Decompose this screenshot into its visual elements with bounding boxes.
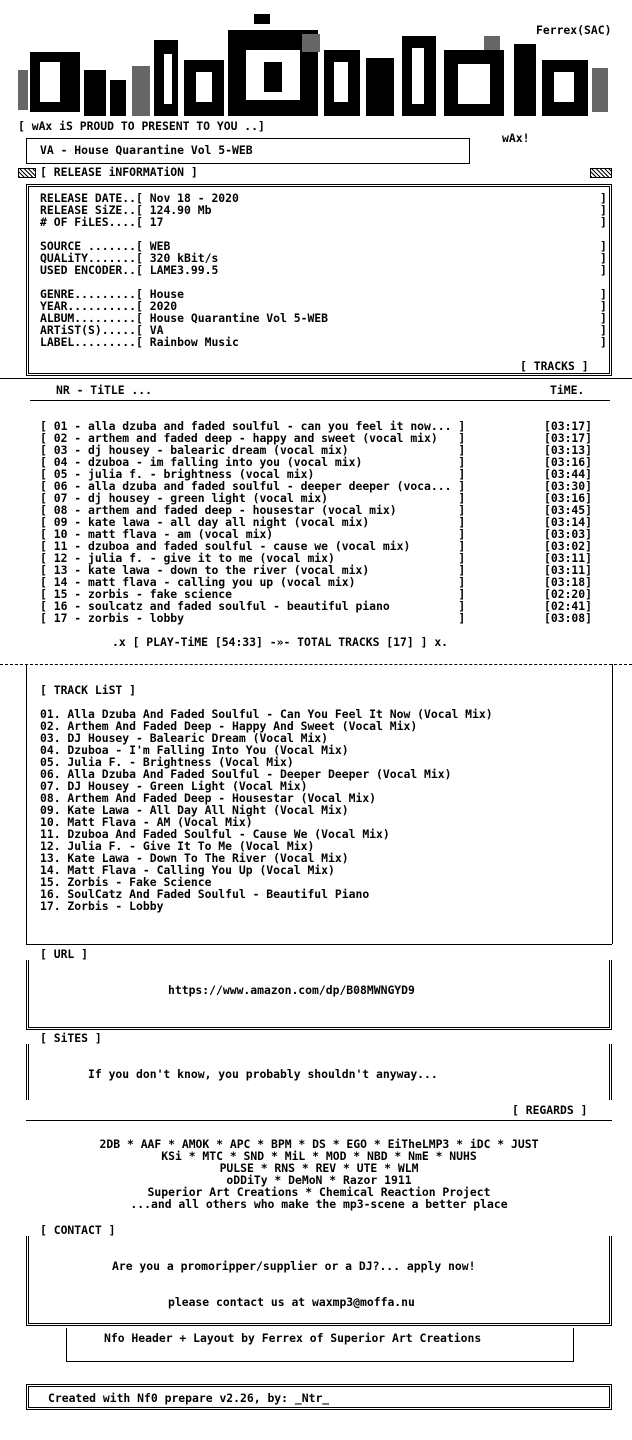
- track-time: [03:03]: [544, 527, 593, 541]
- track-text: [ 03 - dj housey - balearic dream (vocal mix) ]: [40, 443, 466, 457]
- tracks-head-left: NR - TiTLE ...: [56, 383, 153, 397]
- track-time: [03:45]: [544, 503, 593, 517]
- track-time: [03:14]: [544, 515, 593, 529]
- info-source: SOURCE .......[ WEB: [40, 239, 171, 253]
- track-time: [03:16]: [544, 491, 593, 505]
- contact-line-1: Are you a promoripper/supplier or a DJ?... apply now!: [112, 1259, 476, 1273]
- regards-line: ...and all others who make the mp3-scene a better place: [130, 1197, 508, 1211]
- artist-credit: Ferrex(SAC): [536, 23, 612, 37]
- tracklist-item: 05. Julia F. - Brightness (Vocal Mix): [40, 755, 294, 769]
- regards-line: 2DB * AAF * AMOK * APC * BPM * DS * EGO * EiTheLMP3 * iDC * JUST: [99, 1137, 539, 1151]
- tracklist-item: 03. DJ Housey - Balearic Dream (Vocal Mix): [40, 731, 329, 745]
- track-text: [ 12 - julia f. - give it to me (vocal mix) ]: [40, 551, 466, 565]
- tracklist-item: 14. Matt Flava - Calling You Up (Vocal Mix): [40, 863, 335, 877]
- info-encoder: USED ENCODER..[ LAME3.99.5: [40, 263, 219, 277]
- tracklist-item: 02. Arthem And Faded Deep - Happy And Sweet (Vocal Mix): [40, 719, 418, 733]
- regards-label: [ REGARDS ]: [512, 1103, 588, 1117]
- track-text: [ 05 - julia f. - brightness (vocal mix) ]: [40, 467, 466, 481]
- track-time: [03:02]: [544, 539, 593, 553]
- track-text: [ 07 - dj housey - green light (vocal mix) ]: [40, 491, 466, 505]
- info-label: LABEL.........[ Rainbow Music: [40, 335, 239, 349]
- track-text: [ 15 - zorbis - fake science ]: [40, 587, 466, 601]
- track-text: [ 09 - kate lawa - all day all night (vocal mix) ]: [40, 515, 466, 529]
- contact-email[interactable]: please contact us at waxmp3@moffa.nu: [168, 1295, 415, 1309]
- track-text: [ 06 - alla dzuba and faded soulful - deeper deeper (voca... ]: [40, 479, 466, 493]
- regards-line: Superior Art Creations * Chemical Reaction Project: [147, 1185, 491, 1199]
- info-right-brackets: ] ] ] ] ] ] ] ] ] ] ]: [600, 191, 607, 349]
- release-title: VA - House Quarantine Vol 5-WEB: [40, 143, 253, 157]
- track-text: [ 14 - matt flava - calling you up (vocal mix) ]: [40, 575, 466, 589]
- tracklist-item: 09. Kate Lawa - All Day All Night (Vocal Mix): [40, 803, 349, 817]
- regards-line: PULSE * RNS * REV * UTE * WLM: [219, 1161, 419, 1175]
- info-genre: GENRE.........[ House: [40, 287, 185, 301]
- info-year: YEAR..........[ 2020: [40, 299, 178, 313]
- contact-label: [ CONTACT ]: [40, 1223, 116, 1237]
- sites-label: [ SiTES ]: [40, 1031, 102, 1045]
- playtime-line: .x [ PLAY-TiME [54:33] -»- TOTAL TRACKS [17] ] x.: [112, 635, 449, 649]
- info-num-files: # OF FiLES....[ 17: [40, 215, 164, 229]
- tracklist-item: 15. Zorbis - Fake Science: [40, 875, 212, 889]
- track-text: [ 02 - arthem and faded deep - happy and sweet (vocal mix) ]: [40, 431, 466, 445]
- track-text: [ 13 - kate lawa - down to the river (vocal mix) ]: [40, 563, 466, 577]
- track-time: [03:08]: [544, 611, 593, 625]
- contact-box: [26, 1236, 612, 1326]
- wax-logo: [14, 10, 614, 122]
- track-time: [03:11]: [544, 551, 593, 565]
- track-time: [03:18]: [544, 575, 593, 589]
- track-text: [ 16 - soulcatz and faded soulful - beautiful piano ]: [40, 599, 466, 613]
- track-text: [ 10 - matt flava - am (vocal mix) ]: [40, 527, 466, 541]
- track-time: [03:16]: [544, 455, 593, 469]
- tracklist-item: 16. SoulCatz And Faded Soulful - Beautiful Piano: [40, 887, 370, 901]
- url-link[interactable]: https://www.amazon.com/dp/B08MWNGYD9: [168, 983, 415, 997]
- tracklist-item: 13. Kate Lawa - Down To The River (Vocal Mix): [40, 851, 349, 865]
- url-label: [ URL ]: [40, 947, 89, 961]
- regards-line: oDDiTy * DeMoN * Razor 1911: [226, 1173, 412, 1187]
- tracklist-item: 07. DJ Housey - Green Light (Vocal Mix): [40, 779, 308, 793]
- tracklist-item: 04. Dzuboa - I'm Falling Into You (Vocal Mix): [40, 743, 349, 757]
- track-time: [03:17]: [544, 431, 593, 445]
- tracklist-item: 12. Julia F. - Give It To Me (Vocal Mix): [40, 839, 315, 853]
- tracklist-item: 01. Alla Dzuba And Faded Soulful - Can You Feel It Now (Vocal Mix): [40, 707, 493, 721]
- tracklist-item: 10. Matt Flava - AM (Vocal Mix): [40, 815, 253, 829]
- track-time: [03:30]: [544, 479, 593, 493]
- proud-line: [ wAx iS PROUD TO PRESENT TO YOU ..]: [18, 119, 265, 133]
- release-info-label: [ RELEASE iNFORMATiON ]: [40, 165, 198, 179]
- section-deco-right: [590, 168, 612, 178]
- tracklist-item: 11. Dzuboa And Faded Soulful - Cause We (Vocal Mix): [40, 827, 390, 841]
- wax-tag: wAx!: [502, 131, 530, 145]
- track-text: [ 17 - zorbis - lobby ]: [40, 611, 466, 625]
- sites-text: If you don't know, you probably shouldn't anyway...: [88, 1067, 438, 1081]
- track-text: [ 01 - alla dzuba and faded soulful - can you feel it now... ]: [40, 419, 466, 433]
- info-artist: ARTiST(S).....[ VA: [40, 323, 164, 337]
- track-time: [03:13]: [544, 443, 593, 457]
- tracks-head-right: TiME.: [550, 383, 585, 397]
- tracklist-item: 17. Zorbis - Lobby: [40, 899, 164, 913]
- section-deco-left: [18, 168, 36, 178]
- track-time: [03:11]: [544, 563, 593, 577]
- info-release-date: RELEASE DATE..[ Nov 18 - 2020: [40, 191, 239, 205]
- tracklist: [40, 708, 610, 918]
- regards-line: KSi * MTC * SND * MiL * MOD * NBD * NmE * NUHS: [161, 1149, 477, 1163]
- regards-block: [26, 1138, 612, 1214]
- info-quality: QUALiTY.......[ 320 kBit/s: [40, 251, 219, 265]
- track-text: [ 11 - dzuboa and faded soulful - cause we (vocal mix) ]: [40, 539, 466, 553]
- tracks-label: [ TRACKS ]: [520, 359, 589, 373]
- track-time: [02:41]: [544, 599, 593, 613]
- tracklist-label: [ TRACK LiST ]: [40, 683, 137, 697]
- info-album: ALBUM.........[ House Quarantine Vol 5-WEB: [40, 311, 329, 325]
- track-time: [02:20]: [544, 587, 593, 601]
- tracklist-item: 06. Alla Dzuba And Faded Soulful - Deeper Deeper (Vocal Mix): [40, 767, 452, 781]
- track-text: [ 08 - arthem and faded deep - housestar (vocal mix) ]: [40, 503, 466, 517]
- tracklist-item: 08. Arthem And Faded Deep - Housestar (Vocal Mix): [40, 791, 377, 805]
- track-time: [03:17]: [544, 419, 593, 433]
- track-row: [40, 611, 593, 625]
- track-text: [ 04 - dzuboa - im falling into you (vocal mix) ]: [40, 455, 466, 469]
- tracks-table: [40, 420, 610, 632]
- info-release-size: RELEASE SiZE..[ 124.90 Mb: [40, 203, 212, 217]
- footer-credit: Nfo Header + Layout by Ferrex of Superior Art Creations: [104, 1331, 482, 1345]
- created-with: Created with Nf0 prepare v2.26, by: _Ntr_: [48, 1391, 330, 1405]
- track-time: [03:44]: [544, 467, 593, 481]
